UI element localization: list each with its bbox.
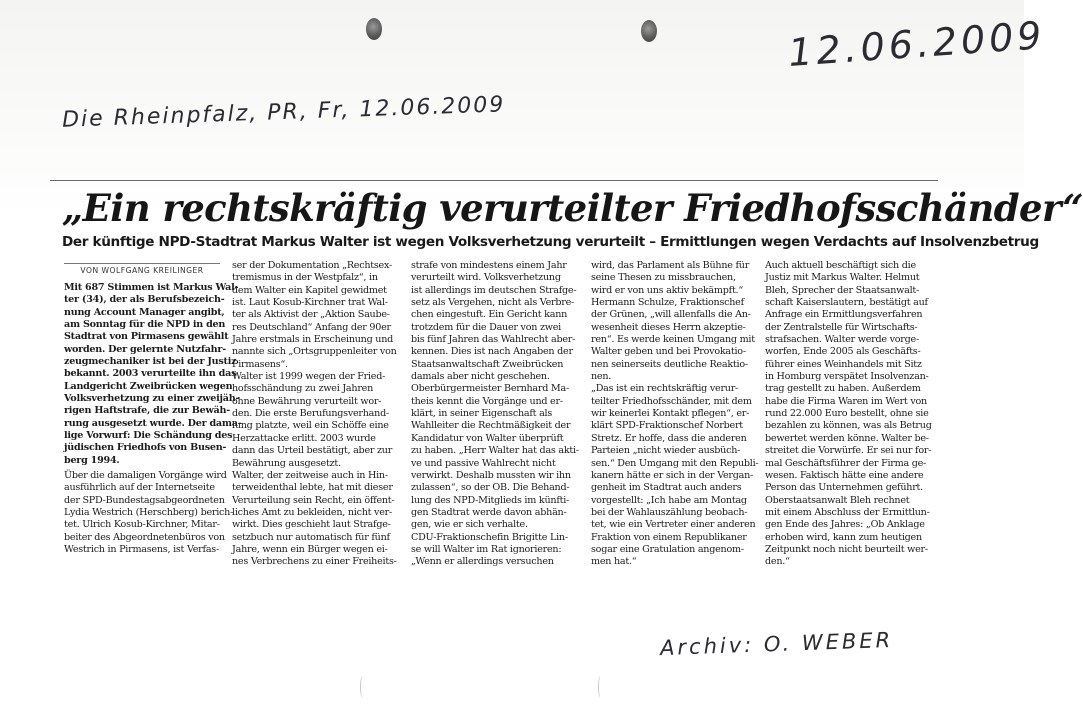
text-line: Bewährung ausgesetzt. [232, 457, 341, 469]
text-line: terweidenthal lebte, hat mit dieser [232, 482, 393, 494]
text-line: der Grünen, „will allenfalls die An- [591, 309, 751, 321]
text-line: teilter Friedhofsschänder, mit dem [591, 395, 752, 407]
text-line: führer eines Weinhandels mit Sitz [765, 358, 922, 370]
text-line: dem Walter ein Kapitel gewidmet [232, 284, 387, 296]
text-line: Hermann Schulze, Fraktionschef [591, 297, 744, 309]
text-line: verurteilt wird. Volksverhetzung [411, 272, 561, 284]
text-line: ohne Bewährung verurteilt wor- [232, 395, 382, 407]
text-line: zulassen“, so der OB. Die Behand- [411, 482, 570, 494]
text-line: seine Thesen zu missbrauchen, [591, 272, 736, 284]
text-line: setzbuch nur automatisch für fünf [232, 531, 390, 543]
text-line: men hat.“ [591, 556, 637, 568]
text-line: se will Walter im Rat ignorieren: [411, 543, 562, 555]
lead-paragraph [64, 282, 242, 467]
text-line: am Sonntag für die NPD in den [64, 319, 226, 331]
text-line: Landgericht Zweibrücken wegen [64, 380, 233, 392]
article-subheadline: Der künftige NPD-Stadtrat Markus Walter ist wegen Volksverhetzung verurteilt – Ermittlungen wegen Verdachts auf Insolvenzbetrug [62, 234, 1039, 250]
text-line: Verurteilung sein Recht, ein öffent- [232, 494, 395, 506]
text-line: CDU-Fraktionschefin Brigitte Lin- [411, 531, 568, 543]
text-line: erhoben wird, kann zum heutigen [765, 531, 922, 543]
text-line: ter als Aktivist der „Aktion Saube- [232, 309, 390, 321]
text-line: strafsachen. Walter werde vorge- [765, 334, 919, 346]
text-line: hofsschändung zu zwei Jahren [232, 383, 374, 395]
column-4-text [591, 260, 759, 569]
text-line: rigen Haftstrafe, die zur Bewäh- [64, 405, 230, 417]
text-line: Jahre, wenn ein Bürger wegen ei- [232, 543, 388, 555]
text-line: nen. [591, 371, 612, 383]
text-line: mit einem Abschluss der Ermittlun- [765, 506, 930, 518]
text-line: gen Stadtrat werde davon abhän- [411, 506, 567, 518]
text-line: trotzdem für die Dauer von zwei [411, 321, 561, 333]
text-line: Mit 687 Stimmen ist Markus Wal- [64, 282, 239, 293]
text-line: damals aber nicht geschehen. [411, 371, 550, 383]
paper-mark [360, 676, 365, 698]
text-line: lige Vorwurf: Die Schändung des [64, 430, 233, 442]
text-line: gen, wie er sich verhalte. [411, 519, 528, 531]
text-line: berg 1994. [64, 454, 120, 466]
text-line: wesen. Faktisch hätte eine andere [765, 469, 924, 481]
text-line: Volksverhetzung zu einer zweijäh- [64, 393, 240, 405]
text-line: strafe von mindestens einem Jahr [411, 260, 567, 271]
text-line: res Deutschland“ Anfang der 90er [232, 321, 391, 333]
text-line: zeugmechaniker ist bei der Justiz [64, 356, 237, 368]
text-line: Westrich in Pirmasens, ist Verfas- [64, 544, 219, 556]
text-line: der SPD-Bundestagsabgeordneten [64, 494, 225, 506]
text-line: Stretz. Er hoffe, dass die anderen [591, 432, 747, 444]
text-line: kennen. Dies ist nach Angaben der [411, 346, 573, 358]
column-1-text [64, 470, 234, 556]
text-line: wird, das Parlament als Bühne für [591, 260, 750, 271]
text-line: in Homburg verspätet Insolvenzan- [765, 371, 929, 383]
article-headline: „Ein rechtskräftig verurteilter Friedhofsschänder“ [62, 186, 1083, 230]
text-line: ren“. Es werde keinen Umgang mit [591, 334, 755, 346]
text-line: tet, wie ein Vertreter einer anderen [591, 519, 756, 531]
text-line: habe die Firma Waren im Wert von [765, 395, 927, 407]
text-line: nen seinerseits deutliche Reaktio- [591, 358, 748, 370]
handwritten-date: 12.06.2009 [786, 13, 1047, 75]
text-line: Über die damaligen Vorgänge wird [64, 470, 227, 481]
text-line: Staatsanwaltschaft Zweibrücken [411, 358, 564, 370]
text-line: Walter, der zeitweise auch in Hin- [232, 469, 388, 481]
text-line: ist. Laut Kosub-Kirchner trat Wal- [232, 297, 388, 309]
text-line: genheit im Stadtrat auch anders [591, 482, 742, 494]
text-line: Pirmasens“. [232, 358, 288, 370]
text-line: lung platzte, weil ein Schöffe eine [232, 420, 389, 432]
text-line: setz als Vergehen, nicht als Verbre- [411, 297, 575, 309]
text-line: Fraktion von einem Republikaner [591, 531, 747, 543]
text-line: zu haben. „Herr Walter hat das akti- [411, 445, 579, 457]
punch-hole-right [641, 20, 657, 42]
text-line: mal Geschäftsführer der Firma ge- [765, 457, 927, 469]
byline-rule [64, 263, 220, 264]
text-line: gen Ende des Jahres: „Ob Anklage [765, 519, 925, 531]
text-line: Lydia Westrich (Herschberg) berich- [64, 507, 234, 519]
text-line: worfen, Ende 2005 als Geschäfts- [765, 346, 921, 358]
text-line: lung des NPD-Mitglieds im künfti- [411, 494, 570, 506]
text-line: Walter ist 1999 wegen der Fried- [232, 371, 386, 383]
text-line: wird er von uns aktiv bekämpft.“ [591, 284, 744, 296]
text-line: dann das Urteil bestätigt, aber zur [232, 445, 393, 457]
column-2-text [232, 260, 397, 569]
text-line: den.“ [765, 556, 790, 568]
text-line: beiter des Abgeordnetenbüros von [64, 531, 225, 543]
text-line: schaft Kaiserslautern, bestätigt auf [765, 297, 928, 309]
text-line: wirkt. Dies geschieht laut Strafge- [232, 519, 391, 531]
text-line: nes Verbrechens zu einer Freiheits- [232, 556, 397, 568]
text-line: rund 22.000 Euro bestellt, ohne sie [765, 408, 929, 420]
punch-hole-left [366, 18, 382, 40]
text-line: Person das Unternehmen geführt. [765, 482, 923, 494]
text-line: jüdischen Friedhofs von Busen- [64, 442, 227, 454]
text-line: Auch aktuell beschäftigt sich die [765, 260, 916, 271]
text-line: theis kennt die Vorgänge und er- [411, 395, 563, 407]
column-5-text [765, 260, 932, 569]
text-line: chen eingestuft. Ein Gericht kann [411, 309, 568, 321]
text-line: Parteien „nicht wieder ausbüch- [591, 445, 741, 457]
text-line: klärt, in seiner Eigenschaft als [411, 408, 553, 420]
text-line: liches Amt zu bekleiden, nicht ver- [232, 506, 392, 518]
text-line: der Zentralstelle für Wirtschafts- [765, 321, 918, 333]
text-line: Jahre erstmals in Erscheinung und [232, 334, 394, 346]
text-line: bei der Wahlauszählung beobach- [591, 506, 748, 518]
text-line: „Das ist ein rechtskräftig verur- [591, 383, 739, 395]
text-line: Bleh, Sprecher der Staatsanwalt- [765, 284, 920, 296]
text-line: Herzattacke erlitt. 2003 wurde [232, 432, 376, 444]
text-line: Kandidatur von Walter überprüft [411, 432, 564, 444]
text-line: ve und passive Wahlrecht nicht [411, 457, 556, 469]
text-line: bewertet werden könne. Walter be- [765, 432, 929, 444]
text-line: Justiz mit Markus Walter. Helmut [765, 272, 920, 284]
text-line: wir keinerlei Kontakt pflegen“, er- [591, 408, 750, 420]
text-line: sen.“ Den Umgang mit den Republi- [591, 457, 759, 469]
text-line: streitet die Vorwürfe. Er sei nur for- [765, 445, 932, 457]
text-line: ausführlich auf der Internetseite [64, 482, 215, 494]
handwritten-archive-note: Archiv: O. WEBER [659, 627, 894, 661]
text-line: ist allerdings im deutschen Strafge- [411, 284, 577, 296]
text-line: vorgestellt: „Ich habe am Montag [591, 494, 747, 506]
text-line: bezahlen zu können, was als Betrug [765, 420, 932, 432]
text-line: Oberstaatsanwalt Bleh rechnet [765, 494, 910, 506]
text-line: nung Account Manager angibt, [64, 306, 225, 318]
text-line: Stadtrat von Pirmasens gewählt [64, 331, 229, 343]
text-line: Zeitpunkt noch nicht beurteilt wer- [765, 543, 928, 555]
text-line: Anfrage ein Ermittlungsverfahren [765, 309, 923, 321]
text-line: tet. Ulrich Kosub-Kirchner, Mitar- [64, 519, 220, 531]
text-line: kanern hätte er sich in der Vergan- [591, 469, 754, 481]
text-line: ser der Dokumentation „Rechtsex- [232, 260, 392, 271]
byline: VON WOLFGANG KREILINGER [80, 266, 204, 275]
text-line: bekannt. 2003 verurteilte ihn das [64, 368, 237, 380]
top-rule [50, 180, 938, 181]
text-line: worden. Der gelernte Nutzfahr- [64, 343, 226, 355]
text-line: tremismus in der Westpfalz“, in [232, 272, 378, 284]
text-line: bis fünf Jahren das Wahlrecht aber- [411, 334, 576, 346]
text-line: Wahlleiter die Rechtmäßigkeit der [411, 420, 571, 432]
handwritten-source-note: Die Rheinpfalz, PR, Fr, 12.06.2009 [61, 92, 506, 133]
text-line: klärt SPD-Fraktionschef Norbert [591, 420, 743, 432]
paper-mark [598, 676, 603, 698]
text-line: nannte sich „Ortsgruppenleiter von [232, 346, 397, 358]
text-line: rung ausgesetzt wurde. Der dama- [64, 417, 242, 429]
text-line: Walter geben und bei Provokatio- [591, 346, 746, 358]
column-3-text [411, 260, 579, 569]
text-line: den. Die erste Berufungsverhand- [232, 408, 389, 420]
text-line: ter (34), der als Berufsbezeich- [64, 294, 225, 306]
text-line: verwirkt. Deshalb mussten wir ihn [411, 469, 571, 481]
text-line: „Wenn er allerdings versuchen [411, 556, 554, 568]
text-line: trag gestellt zu haben. Außerdem [765, 383, 921, 395]
text-line: wesenheit dieses Herrn akzeptie- [591, 321, 746, 333]
text-line: Oberbürgermeister Bernhard Ma- [411, 383, 569, 395]
text-line: sogar eine Gratulation angenom- [591, 543, 744, 555]
